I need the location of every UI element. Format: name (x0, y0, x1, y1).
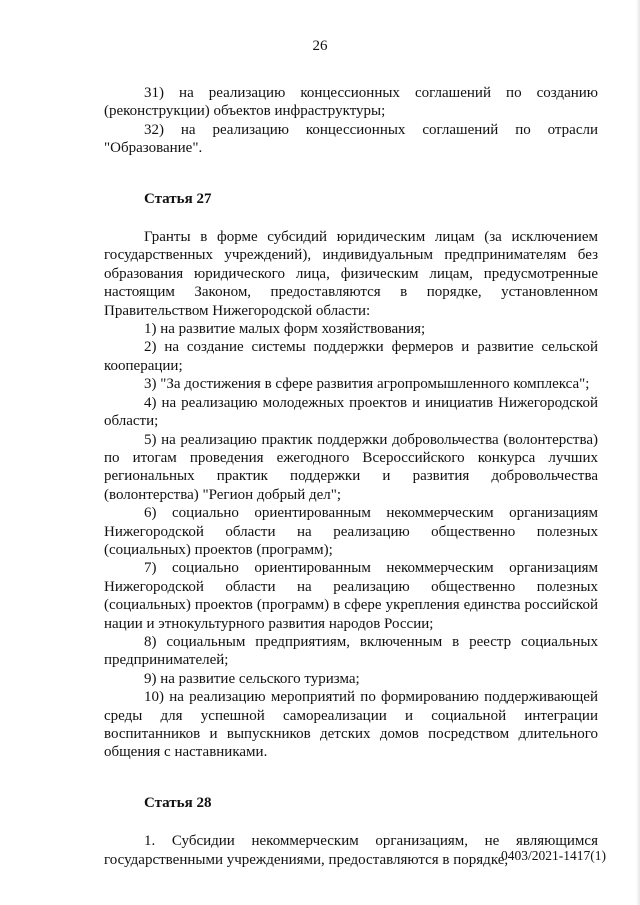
article-27-item-4: 4) на реализацию молодежных проектов и инициатив Нижегородской области; (104, 394, 598, 430)
article-27-item-6: 6) социально ориентированным некоммерческим организациям Нижегородской области на реализацию общественно полезных (социальных) проектов (программ); (104, 505, 598, 558)
article-27-item-3: 3) "За достижения в сфере развития агропромышленного комплекса"; (144, 376, 590, 393)
article-27-item-1: 1) на развитие малых форм хозяйствования; (144, 321, 426, 338)
document-body (104, 84, 598, 869)
article-27-intro: Гранты в форме субсидий юридическим лицам (за исключением государственных учреждений), индивидуальным предпринимателям без образования юридического лица, физическим лицам, предусмотренные настоящим Законом, предоставляются в порядке, установленном Правительством Нижегородской области: (104, 229, 598, 319)
article-27-item-7: 7) социально ориентированным некоммерческим организациям Нижегородской области на реализацию общественно полезных (социальных) проектов (программ) в сфере укрепления единства российской нации и этнокультурного развития народов России; (104, 560, 598, 632)
page-edge-shadow (636, 0, 640, 905)
article-27-item-10: 10) на реализацию мероприятий по формированию поддерживающей среды для успешной самореализации и социальной интеграции воспитанников и выпускников детских домов посредством длительного общения с наставниками. (104, 689, 598, 761)
document-code: 0403/2021-1417(1) (501, 848, 606, 863)
article-27-item-8: 8) социальным предприятиям, включенным в реестр социальных предпринимателей; (104, 633, 598, 669)
list-item-31: 31) на реализацию концессионных соглашений по созданию (реконструкции) объектов инфраструктуры; (104, 85, 598, 120)
article-28-heading: Статья 28 (144, 794, 212, 811)
article-27-item-2: 2) на создание системы поддержки фермеров и развитие сельской кооперации; (104, 339, 598, 374)
article-28-item-1: 1. Субсидии некоммерческим организациям, не являющимся государственными учреждениями, предоставляются в порядке, (104, 833, 598, 868)
article-27-item-9: 9) на развитие сельского туризма; (144, 670, 360, 687)
page-number: 26 (312, 38, 328, 54)
list-item-32: 32) на реализацию концессионных соглашений по отрасли "Образование". (104, 121, 598, 157)
article-27-heading: Статья 27 (144, 190, 212, 207)
article-27-item-5: 5) на реализацию практик поддержки добровольчества (волонтерства) по итогам проведения ежегодного Всероссийского конкурса лучших региональных практик поддержки и развития добровольчества (волонтерства) "Регион добрый дел"; (104, 431, 598, 503)
